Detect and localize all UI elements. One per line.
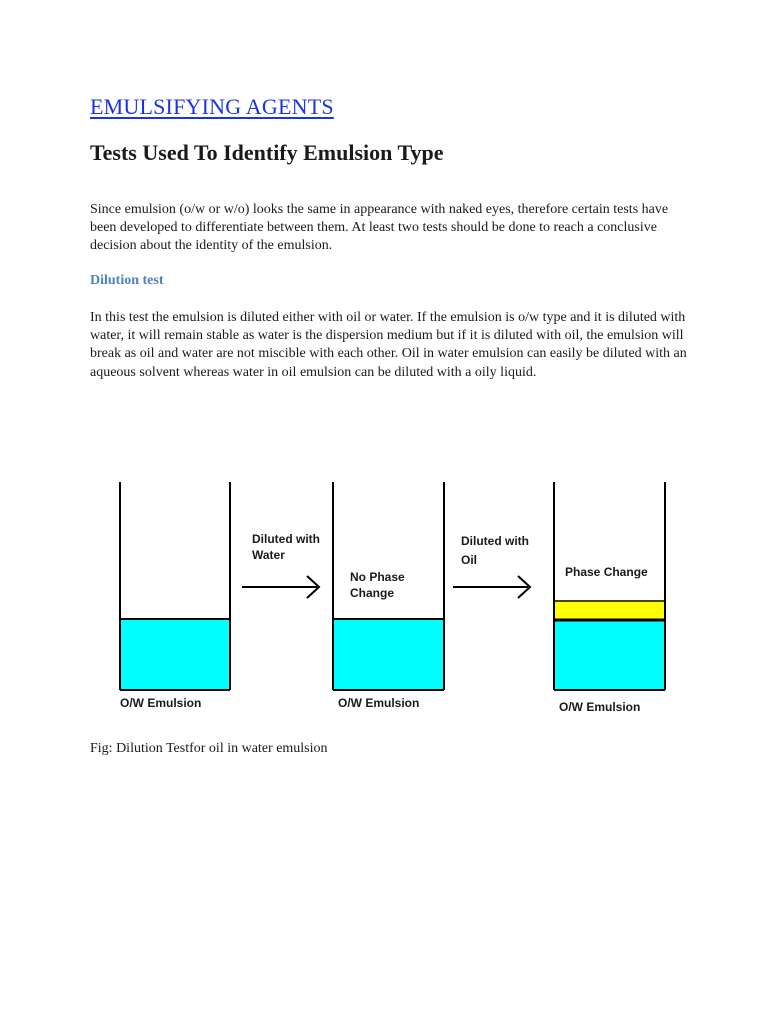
beaker-3 xyxy=(554,482,665,714)
beaker-2-note-line2: Change xyxy=(350,586,395,600)
arrow-1-label-line2: Water xyxy=(252,548,285,562)
beaker-1 xyxy=(120,482,230,710)
beaker-2-note-line1: No Phase xyxy=(350,570,405,584)
intro-paragraph: Since emulsion (o/w or w/o) looks the same in appearance with naked eyes, therefore certain tests have been developed to differentiate between them. At least two tests should be done to reach a conclusive decision about the identity of the emulsion. xyxy=(90,202,669,254)
beaker-2 xyxy=(333,482,444,710)
dilution-test-figure xyxy=(90,418,680,721)
water-layer-2 xyxy=(333,619,444,690)
section-title: Tests Used To Identify Emulsion Type xyxy=(90,140,444,165)
page-title[interactable]: EMULSIFYING AGENTS xyxy=(90,94,334,119)
arrow-2-label-line2: Oil xyxy=(461,553,478,567)
dilution-test-paragraph: In this test the emulsion is diluted either with oil or water. If the emulsion is o/w type and it is diluted with water, it will remain stable as water is the dispersion medium but if it is diluted with oil, the emulsion will break as oil and water are not miscible with each other. Oil in water emulsion can easily be diluted with an aqueous solvent whereas water in oil emulsion can be diluted with a oily liquid. xyxy=(90,310,687,380)
arrow-1 xyxy=(242,532,320,598)
arrow-2-label-line1: Diluted with xyxy=(461,534,529,548)
water-layer-1 xyxy=(120,619,230,690)
figure-caption: Fig: Dilution Testfor oil in water emulsion xyxy=(90,741,328,756)
arrow-1-label-line1: Diluted with xyxy=(252,532,320,546)
beaker-3-label: O/W Emulsion xyxy=(559,700,641,714)
beaker-2-label: O/W Emulsion xyxy=(338,696,420,710)
arrow-2 xyxy=(453,534,530,598)
dilution-test-heading: Dilution test xyxy=(90,273,164,288)
oil-layer-3 xyxy=(554,601,665,620)
beaker-1-label: O/W Emulsion xyxy=(120,696,202,710)
beaker-3-note: Phase Change xyxy=(565,565,648,579)
water-layer-3 xyxy=(554,620,665,690)
